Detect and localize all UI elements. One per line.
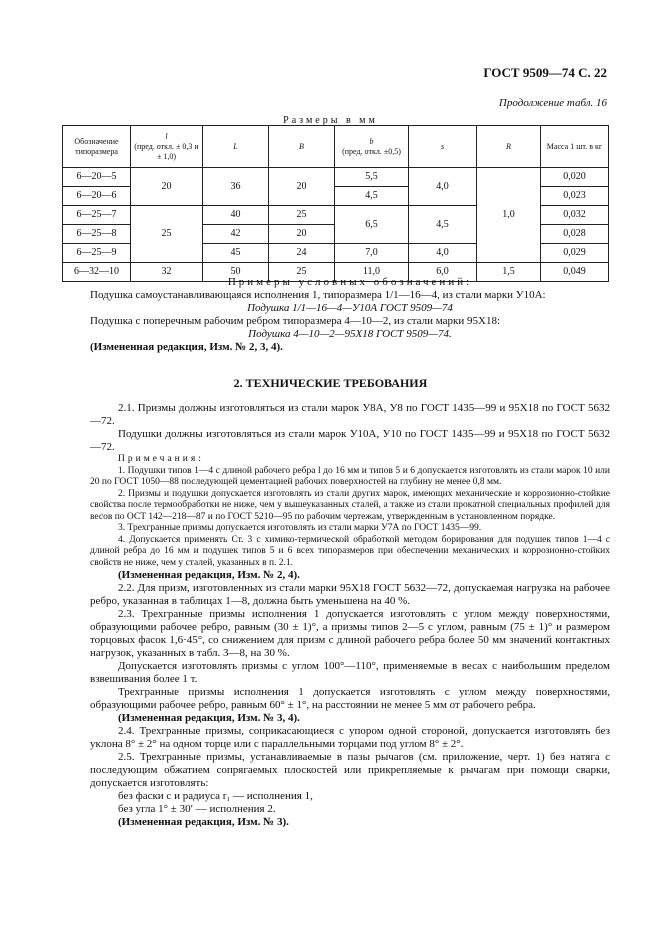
table-continuation: Продолжение табл. 16 xyxy=(498,97,607,109)
header-s: s xyxy=(409,126,477,168)
cell: 0,023 xyxy=(541,187,609,206)
change-note: (Измененная редакция, Изм. № 3). xyxy=(118,816,289,828)
page-header: ГОСТ 9509—74 С. 22 xyxy=(483,65,607,80)
table-header-row xyxy=(63,126,609,168)
dimensions-table xyxy=(62,125,609,282)
examples-block xyxy=(90,276,610,354)
cell: 6—25—8 xyxy=(63,225,131,244)
cell: 11,0 xyxy=(335,263,409,282)
cell: 40 xyxy=(203,206,269,225)
note-4: 4. Допускается применять Ст. 3 с химико-термической обработкой методом борирования для подушек типов 1—4 с длиной ребра до 16 мм и подушек типов 5 и 6 всех типоразмеров при обеспечении механических и коррозионно-стойких свойств не ниже, чем у сталей, указанных в п. 2.1. xyxy=(90,534,610,568)
cell: 6—20—6 xyxy=(63,187,131,206)
table-caption: Размеры в мм xyxy=(283,115,378,126)
cell: 1,0 xyxy=(477,168,541,263)
header-l: l (пред. откл. ± 0,3 и ± 1,0) xyxy=(131,126,203,168)
cell: 32 xyxy=(131,263,203,282)
cell: 0,032 xyxy=(541,206,609,225)
cell: 25 xyxy=(269,206,335,225)
cell: 0,029 xyxy=(541,244,609,263)
cell: 50 xyxy=(203,263,269,282)
note-1: 1. Подушки типов 1—4 с длиной рабочего ребра l до 16 мм и типов 5 и 6 допускается изготовлять из стали марок 10 или 20 по ГОСТ 1050—88 последующей цементацией рабочих поверхностей на глубину не менее 0,8 мм. xyxy=(90,465,610,487)
cell: 4,5 xyxy=(409,206,477,244)
cell: 25 xyxy=(131,206,203,263)
cell: 6—20—5 xyxy=(63,168,131,187)
change-note: (Измененная редакция, Изм. № 2, 3, 4). xyxy=(90,341,283,353)
section-title: 2. ТЕХНИЧЕСКИЕ ТРЕБОВАНИЯ xyxy=(233,376,428,390)
change-note: (Измененная редакция, Изм. № 2, 4). xyxy=(118,569,300,581)
note-2: 2. Призмы и подушки допускается изготовлять из стали других марок, имеющих механические и коррозионно-стойкие свойства после термообработки не ниже, чем у вышеуказанных сталей, а также из стали прокатной специальных профилей для весов по ОСТ 142—218—87 и по ГОСТ 5210—95 по рабочим чертежам, утвержденным в установленном порядке. xyxy=(90,488,610,522)
header-L: L xyxy=(203,126,269,168)
example-1-text: Подушка самоустанавливающаяся исполнения 1, типоразмера 1/1—16—4, из стали марки У10А: xyxy=(90,289,546,301)
cell: 25 xyxy=(269,263,335,282)
paragraph-2-5: 2.5. Трехгранные призмы, устанавливаемые в пазы рычагов (см. приложение, черт. 1) без натяга с последующим обжатием сопрягаемых плоскостей или прикрепляемые к рычагам при помощи сварки, допускается изготовлять: xyxy=(90,751,610,789)
paragraph-2-5b: без угла 1° ± 30′ — исполнения 2. xyxy=(118,803,276,815)
examples-heading: Примеры условных обозначений: xyxy=(227,276,473,288)
header-b: b (пред. откл. ±0,5) xyxy=(335,126,409,168)
cell: 20 xyxy=(269,168,335,206)
cell: 20 xyxy=(131,168,203,206)
header-R: R xyxy=(477,126,541,168)
notes-heading: Примечания: xyxy=(118,454,204,464)
paragraph-2-1b: Подушки должны изготовляться из стали марок У10А, У10 по ГОСТ 1435—99 и 95Х18 по ГОСТ 5632—72. xyxy=(90,428,610,453)
cell: 4,5 xyxy=(335,187,409,206)
cell: 5,5 xyxy=(335,168,409,187)
example-2-text: Подушка с поперечным рабочим ребром типоразмера 4—10—2, из стали марки 95Х18: xyxy=(90,315,501,327)
cell: 20 xyxy=(269,225,335,244)
cell: 24 xyxy=(269,244,335,263)
cell: 6—32—10 xyxy=(63,263,131,282)
cell: 1,5 xyxy=(477,263,541,282)
section-body xyxy=(90,402,610,829)
paragraph-2-3c: Трехгранные призмы исполнения 1 допускается изготовлять с углом между поверхностями, образующими рабочее ребро, равным 60° ± 1°, на расстоянии не менее 5 мм от рабочего ребра. xyxy=(90,686,610,711)
cell: 7,0 xyxy=(335,244,409,263)
cell: 0,020 xyxy=(541,168,609,187)
cell: 4,0 xyxy=(409,244,477,263)
header-designation: Обозначение типоразмера xyxy=(63,126,131,168)
cell: 45 xyxy=(203,244,269,263)
cell: 6,0 xyxy=(409,263,477,282)
table-row xyxy=(63,168,609,187)
cell: 42 xyxy=(203,225,269,244)
paragraph-2-5a: без фаски c и радиуса r₁ — исполнения 1, xyxy=(118,790,313,802)
paragraph-2-4: 2.4. Трехгранные призмы, соприкасающиеся с упором одной стороной, допускается изготовлять без уклона 8° ± 2° на одном торце или с параллельными торцами под углом 8° ± 2°. xyxy=(90,725,610,750)
example-1-code: Подушка 1/1—16—4—У10А ГОСТ 9509—74 xyxy=(247,302,453,314)
change-note: (Измененная редакция, Изм. № 3, 4). xyxy=(118,712,300,724)
header-mass: Масса 1 шт. в кг xyxy=(541,126,609,168)
cell: 6—25—7 xyxy=(63,206,131,225)
cell: 0,049 xyxy=(541,263,609,282)
header-B: B xyxy=(269,126,335,168)
cell: 4,0 xyxy=(409,168,477,206)
cell: 6,5 xyxy=(335,206,409,244)
cell: 0,028 xyxy=(541,225,609,244)
cell: 6—25—9 xyxy=(63,244,131,263)
paragraph-2-1: 2.1. Призмы должны изготовляться из стали марок У8А, У8 по ГОСТ 1435—99 и 95Х18 по ГОСТ 5632—72. xyxy=(90,402,610,427)
example-2-code: Подушка 4—10—2—95Х18 ГОСТ 9509—74. xyxy=(248,328,452,340)
note-3: 3. Трехгранные призмы допускается изготовлять из стали марки У7А по ГОСТ 1435—99. xyxy=(118,523,482,533)
paragraph-2-3b: Допускается изготовлять призмы с углом 100°—110°, применяемые в весах с наибольшим пределом взвешивания более 1 т. xyxy=(90,660,610,685)
cell: 36 xyxy=(203,168,269,206)
paragraph-2-2: 2.2. Для призм, изготовленных из стали марки 95Х18 ГОСТ 5632—72, допускаемая нагрузка на рабочее ребро, указанная в таблицах 1—8, должна быть уменьшена на 40 %. xyxy=(90,582,610,607)
paragraph-2-3: 2.3. Трехгранные призмы исполнения 1 допускается изготовлять с углом между поверхностями, образующими рабочее ребро, равным (30 ± 1)°, а призмы типов 2—5 с углом, равным (75 ± 1)° и размером торцовых фасок 1,6·45°, со снижением для призм с длиной рабочего ребра более 50 мм значений контактных нагрузок, указанных в табл. 3—8, на 30 %. xyxy=(90,608,610,659)
